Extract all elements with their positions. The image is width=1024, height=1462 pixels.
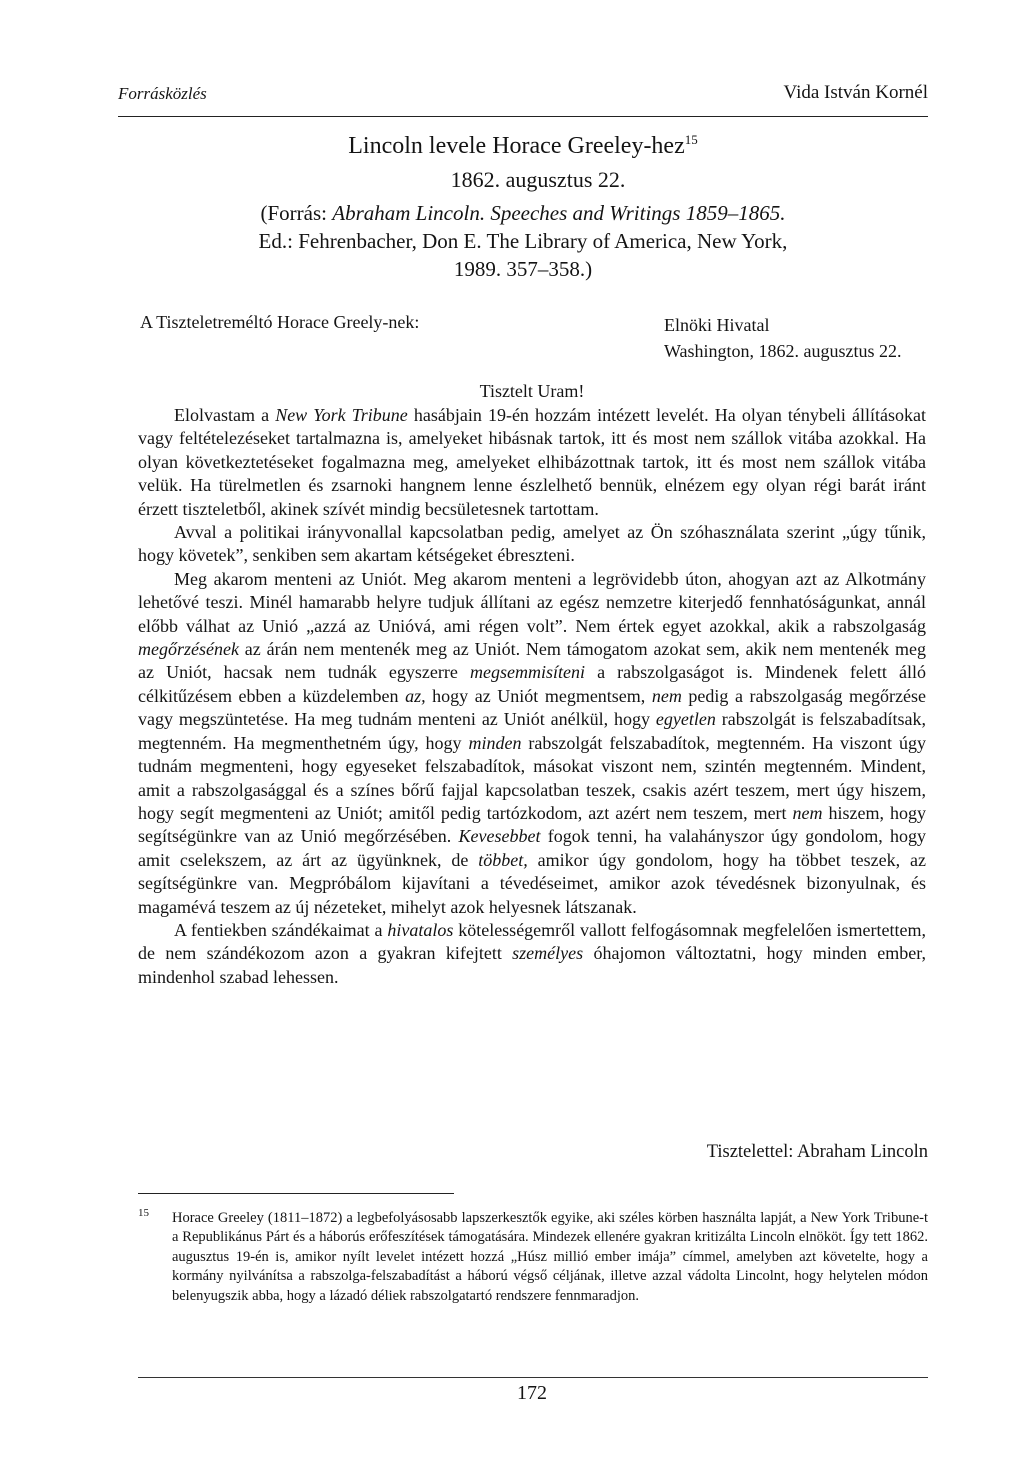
footnote-text: Horace Greeley (1811–1872) a legbefolyásosabb lapszerkesztők egyike, aki széles körben használta lapját, a New York Tribune-t a Republikánus Párt és a háborús erőfeszítések támogatására. Mindezek ellenére gyakran kritizálta Lincoln elnököt. Így tett 1862. augusztus 19-én is, amikor nyílt levelet intézett hozzá „Húsz millió ember imája” címmel, amelyben azt követelte, hogy a kormány nyilvánítsa a rabszolga-felszabadítást a háború végső céljának, illetve azzal vádolta Lincolnt, hogy helytelen módon belenyugszik abba, hogy a lázadó déliek rabszolgatartó rendszere fennmaradjon. (172, 1210, 928, 1304)
emphasis: megsemmisíteni (469, 662, 585, 683)
text-run: kötelességemről vallott felfogásomnak megfelelően ismertettem, de nem szándékozom azon a gyakran kifejtett (138, 919, 926, 964)
footnote-divider (138, 1193, 454, 1194)
running-header (118, 78, 928, 117)
page-title (118, 130, 928, 162)
text-run: fogok tenni, ha valahányszor úgy gondolom, hogy amit cselekszem, az árt az ügyünknek, de (138, 826, 926, 870)
emphasis: az, (405, 685, 426, 706)
emphasis: egyetlen (655, 709, 716, 730)
text-run: Meg akarom menteni az Uniót. Meg akarom menteni a legrövidebb úton, ahogyan azt az Alkotmány lehetővé teszi. Minél hamarabb helyre tudjuk állítani az egész nemzetre kiterjedő fennhatóságunkat, annál előbb válhat az Unió „azzá az Unióvá, ami régen volt”. Nem értek egyet azokkal, akik a rabszolgaság (138, 568, 926, 636)
emphasis: megőrzésének (138, 639, 239, 660)
source-line-3: 1989. 357–358.) (453, 257, 593, 281)
paragraph: Avval a politikai irányvonallal kapcsolatban pedig, amelyet az Ön szóhasználata szerint „úgy tűnik, hogy követek”, senkiben sem akartam kétségeket ébreszteni. (138, 522, 926, 566)
source-line-1 (118, 199, 928, 227)
sender-block (664, 312, 902, 364)
emphasis: nem (651, 685, 682, 706)
text-run: pedig a rabszolgaság megőrzése vagy megszüntetése. Ha meg tudnám menteni az Uniót anélkül, hogy (138, 685, 926, 730)
footnote-ref: 15 (684, 132, 698, 147)
source-citation (118, 199, 928, 283)
emphasis: nem (792, 802, 823, 823)
source-line-2: Ed.: Fehrenbacher, Don E. The Library of America, New York, (258, 229, 788, 253)
closing-signature: Tisztelettel: Abraham Lincoln (706, 1142, 928, 1162)
text-run: amikor úgy gondolom, hogy ha többet teszek, az segítségünkre van. Megpróbálom kijavítani a tévedéseimet, amikor azok tévedésnek bizonyulnak, és magamévá teszem az új nézeteket, mihelyt azok helyesnek látszanak. (138, 849, 926, 917)
emphasis: hivatalos (387, 919, 454, 940)
emphasis: többet, (478, 849, 528, 870)
addressee: A Tiszteletreméltó Horace Greely-nek: (140, 312, 420, 332)
source-author: Abraham Lincoln. (332, 201, 486, 225)
source-prefix: (Forrás: (260, 201, 333, 225)
section-label: Forrásközlés (118, 84, 207, 103)
text-run: hasábjain 19-én hozzám intézett levelét. Ha olyan ténybeli állításokat vagy feltételezéseket tartalmazna is, amelyeket hibásnak tartok, itt és most nem szállok vitába azokkal. Ha olyan következtetéseket fogalmazna meg, amelyeket elhibázottnak tartok, itt és most nem szállok vitába velük. Ha türelmetlen és zsarnoki hangnem lenne észlelhető bennük, elnézem egy olyan régi barát iránt érzett tiszteletből, akinek szívét mindig becsületesnek tartottam. (138, 405, 926, 519)
salutation: Tisztelt Uram! (479, 381, 585, 401)
emphasis: személyes (512, 943, 584, 964)
footnote (138, 1209, 928, 1306)
footnote-number: 15 (138, 1207, 149, 1219)
paragraph (138, 568, 926, 919)
text-run: A fentiekben szándékaimat a (174, 919, 388, 940)
title-block (118, 130, 928, 283)
paragraph (138, 404, 926, 521)
source-work-title: Speeches and Writings 1859–1865. (490, 201, 786, 225)
text-run: a rabszolgaságot is. Mindenek felett álló célkitűzésem ebben a küzdelemben (138, 662, 926, 706)
footer-divider (138, 1377, 928, 1378)
emphasis: minden (468, 732, 522, 753)
text-run: Elolvastam a (174, 405, 276, 425)
emphasis: Kevesebbet (458, 826, 541, 847)
text-run: az árán nem mentenék meg az Uniót. Nem támogatom azokat sem, akik nem mentenék meg az Uniót, hacsak nem tudnák egyszerre (138, 639, 926, 683)
text-run: óhajomon változtatni, hogy minden ember, mindenhol szabad lehessen. (138, 943, 926, 987)
text-run: rabszolgát felszabadítok, megtenném. Ha viszont úgy tudnám megmenteni, hogy egyeseket felszabadítok, másokat viszont nem, szintén megtenném. Mindent, amit a rabszolgasággal és a színes bőrű fajjal kapcsolatban teszek, csakis azért teszem, mert úgy hiszem, hogy segít megmenteni az Uniót; amitől pedig tartózkodom, azt azért nem teszem, mert (138, 732, 926, 823)
text-run: hiszem, hogy segítségünkre van az Unió megőrzésében. (138, 802, 926, 847)
page-number: 172 (517, 1382, 547, 1404)
letter-body (138, 404, 926, 989)
title-date: 1862. augusztus 22. (450, 167, 626, 192)
sender-place-date: Washington, 1862. augusztus 22. (664, 341, 902, 361)
text-run: rabszolgát is felszabadítsak, megtenném. Ha megmenthetném úgy, hogy (138, 709, 926, 753)
newspaper-title: New York Tribune (275, 405, 408, 425)
text-run: hogy az Uniót megmentsem, (425, 685, 652, 706)
title-text: Lincoln levele Horace Greeley-hez (348, 133, 685, 159)
author-name: Vida István Kornél (783, 82, 928, 103)
paragraph (138, 919, 926, 989)
sender-office: Elnöki Hivatal (664, 315, 770, 335)
